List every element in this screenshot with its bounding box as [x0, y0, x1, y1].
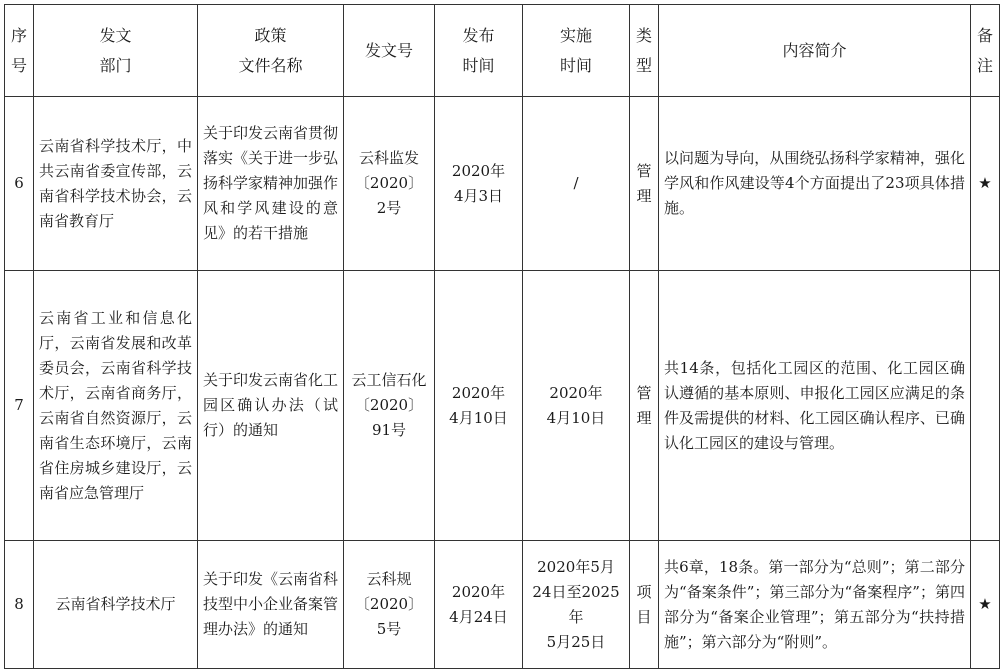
table-row — [5, 97, 1000, 271]
policy-table — [4, 4, 1000, 669]
cell-issued: 2020年 4月24日 — [435, 541, 523, 669]
cell-summary: 共14条，包括化工园区的范围、化工园区确认遵循的基本原则、申报化工园区应满足的条件及需提供的材料、化工园区确认程序、已确认化工园区的建设与管理。 — [659, 271, 971, 541]
header-summary: 内容简介 — [659, 5, 971, 97]
cell-issued: 2020年 4月10日 — [435, 271, 523, 541]
cell-type: 管 理 — [630, 271, 659, 541]
cell-docno: 云科规 〔2020〕 5号 — [344, 541, 435, 669]
header-title: 政策 文件名称 — [198, 5, 344, 97]
header-row — [5, 5, 1000, 97]
header-docno: 发文号 — [344, 5, 435, 97]
header-dept: 发文 部门 — [34, 5, 198, 97]
star-icon: ★ — [971, 97, 1000, 271]
cell-title: 关于印发《云南省科技型中小企业备案管理办法》的通知 — [198, 541, 344, 669]
cell-seq: 8 — [5, 541, 34, 669]
table-row — [5, 271, 1000, 541]
header-effective: 实施 时间 — [523, 5, 630, 97]
header-type: 类 型 — [630, 5, 659, 97]
cell-title: 关于印发云南省化工园区确认办法（试行）的通知 — [198, 271, 344, 541]
cell-type: 项 目 — [630, 541, 659, 669]
cell-issued: 2020年 4月3日 — [435, 97, 523, 271]
cell-docno: 云科监发 〔2020〕 2号 — [344, 97, 435, 271]
header-seq: 序 号 — [5, 5, 34, 97]
cell-dept: 云南省科学技术厅 — [34, 541, 198, 669]
cell-note — [971, 271, 1000, 541]
cell-summary: 以问题为导向，从围绕弘扬科学家精神，强化学风和作风建设等4个方面提出了23项具体措施。 — [659, 97, 971, 271]
table-row — [5, 541, 1000, 669]
cell-type: 管 理 — [630, 97, 659, 271]
cell-summary: 共6章，18条。第一部分为“总则”；第二部分为“备案条件”；第三部分为“备案程序”；第四部分为“备案企业管理”；第五部分为“扶持措施”；第六部分为“附则”。 — [659, 541, 971, 669]
cell-docno: 云工信石化 〔2020〕 91号 — [344, 271, 435, 541]
star-icon: ★ — [971, 541, 1000, 669]
cell-seq: 7 — [5, 271, 34, 541]
header-issued: 发布 时间 — [435, 5, 523, 97]
cell-effective: 2020年5月 24日至2025年 5月25日 — [523, 541, 630, 669]
cell-dept: 云南省工业和信息化厅，云南省发展和改革委员会，云南省科学技术厅，云南省商务厅，云南省自然资源厅，云南省生态环境厅，云南省住房城乡建设厅，云南省应急管理厅 — [34, 271, 198, 541]
cell-dept: 云南省科学技术厅，中共云南省委宣传部，云南省科学技术协会，云南省教育厅 — [34, 97, 198, 271]
cell-effective: / — [523, 97, 630, 271]
header-note: 备 注 — [971, 5, 1000, 97]
cell-seq: 6 — [5, 97, 34, 271]
cell-effective: 2020年 4月10日 — [523, 271, 630, 541]
cell-title: 关于印发云南省贯彻落实《关于进一步弘扬科学家精神加强作风和学风建设的意见》的若干措施 — [198, 97, 344, 271]
